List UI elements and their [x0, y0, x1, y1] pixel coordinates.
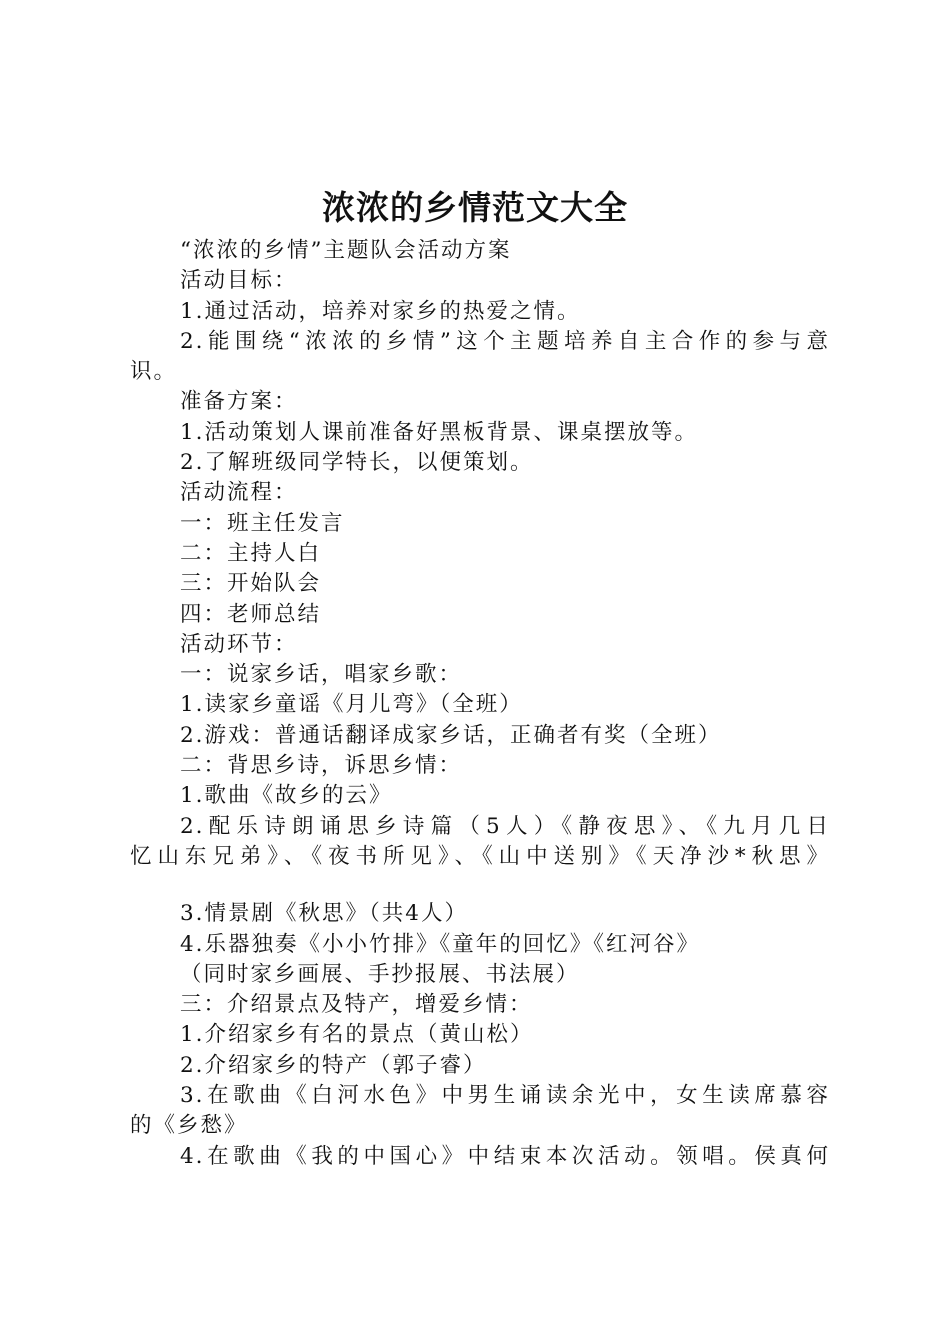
- subsection-heading: 三：介绍景点及特产，增爱乡情：: [180, 992, 533, 1018]
- list-item: 2.介绍家乡的特产（郭子睿）: [180, 1052, 487, 1078]
- list-item: 2.游戏：普通话翻译成家乡话，正确者有奖（全班）: [180, 722, 722, 748]
- list-item: 3.情景剧《秋思》（共4人）: [180, 901, 468, 927]
- document-title: 浓浓的乡情范文大全: [322, 188, 628, 227]
- list-item: 1.介绍家乡有名的景点（黄山松）: [180, 1022, 534, 1048]
- list-item: 1.活动策划人课前准备好黑板背景、课桌摆放等。: [180, 419, 699, 445]
- list-item-continuation: 的《乡愁》: [130, 1113, 248, 1139]
- subsection-heading: 一：说家乡话，唱家乡歌：: [180, 662, 463, 688]
- paragraph-heading: “浓浓的乡情”主题队会活动方案: [180, 238, 512, 263]
- document-body: [130, 236, 830, 1172]
- list-item: 2.了解班级同学特长，以便策划。: [180, 450, 534, 476]
- list-item: 三：开始队会: [180, 571, 322, 597]
- list-item-continuation: 忆山东兄弟》、《夜书所见》、《山中送别》《天净沙*秋思》: [130, 843, 830, 869]
- list-item: 2.配乐诗朗诵思乡诗篇（5人）《静夜思》、《九月几日: [180, 813, 830, 839]
- list-item: 1.读家乡童谣《月儿弯》（全班）: [180, 692, 523, 718]
- section-label: 活动环节：: [180, 631, 298, 657]
- section-label: 活动目标：: [180, 268, 298, 294]
- list-item: 四：老师总结: [180, 601, 322, 627]
- list-item: 4.在歌曲《我的中国心》中结束本次活动。领唱。侯真何: [180, 1143, 830, 1169]
- list-item: 1.通过活动，培养对家乡的热爱之情。: [180, 298, 581, 324]
- list-item: 二：主持人白: [180, 540, 322, 566]
- blank-line: [130, 872, 830, 899]
- list-item: 2.能围绕“浓浓的乡情”这个主题培养自主合作的参与意: [180, 328, 830, 354]
- subsection-heading: 二：背思乡诗，诉思乡情：: [180, 753, 463, 779]
- list-item-continuation: 识。: [130, 359, 178, 385]
- list-item: 一：班主任发言: [180, 510, 345, 536]
- note-line: （同时家乡画展、手抄报展、书法展）: [180, 961, 580, 987]
- list-item: 1.歌曲《故乡的云》: [180, 783, 393, 809]
- list-item: 4.乐器独奏《小小竹排》《童年的回忆》《红河谷》: [180, 931, 701, 957]
- section-label: 准备方案：: [180, 389, 298, 415]
- list-item: 3.在歌曲《白河水色》中男生诵读余光中，女生读席慕容: [180, 1083, 830, 1109]
- section-label: 活动流程：: [180, 480, 298, 506]
